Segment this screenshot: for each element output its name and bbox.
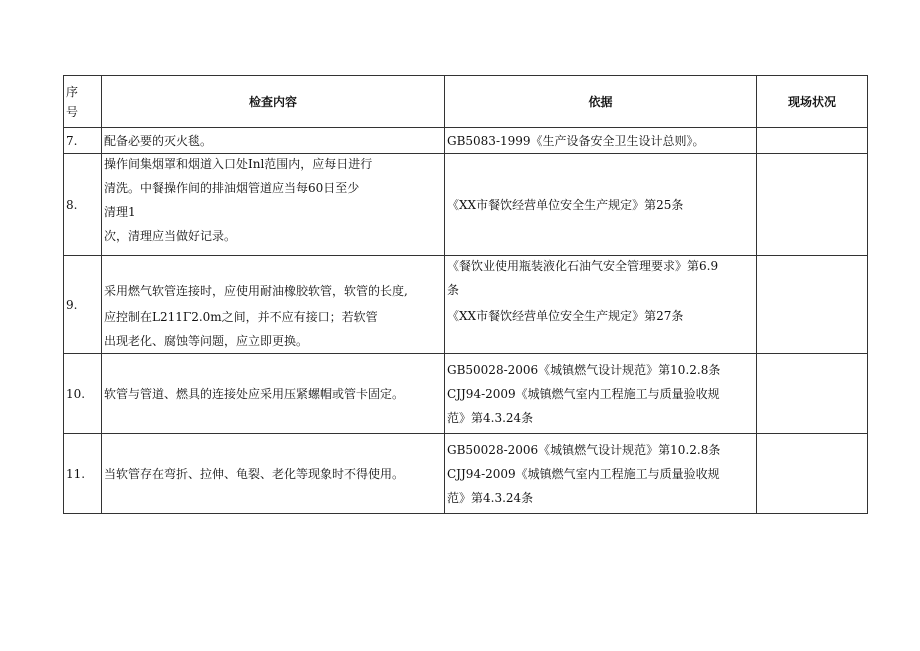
row-number: 10. xyxy=(64,354,102,434)
inspection-table xyxy=(63,75,868,514)
basis-reference: GB50028-2006《城镇燃气设计规范》第10.2.8条 CJJ94-2009《城镇燃气室内工程施工与质量验收规 范》第4.3.24条 xyxy=(445,434,757,514)
table-row xyxy=(64,128,868,154)
basis-reference: 《餐饮业使用瓶装液化石油气安全管理要求》第6.9 条 《XX市餐饮经营单位安全生产规定》第27条 xyxy=(445,256,757,354)
table-row xyxy=(64,354,868,434)
basis-reference: GB5083-1999《生产设备安全卫生设计总则》。 xyxy=(445,128,757,154)
header-site-status: 现场状况 xyxy=(757,76,868,128)
site-status-cell[interactable] xyxy=(757,256,868,354)
basis-reference: 《XX市餐饮经营单位安全生产规定》第25条 xyxy=(445,154,757,256)
site-status-cell[interactable] xyxy=(757,154,868,256)
row-number: 11. xyxy=(64,434,102,514)
header-serial-number: 序 号 xyxy=(64,76,102,128)
table-row xyxy=(64,256,868,354)
table-row xyxy=(64,434,868,514)
inspection-content: 配备必要的灭火毯。 xyxy=(102,128,445,154)
header-inspection-content: 检查内容 xyxy=(102,76,445,128)
table-row xyxy=(64,154,868,256)
site-status-cell[interactable] xyxy=(757,354,868,434)
inspection-content: 采用燃气软管连接时，应使用耐油橡胶软管，软管的长度, 应控制在L211Γ2.0m之间，并不应有接口；若软管 出现老化、腐蚀等问题，应立即更换。 xyxy=(102,256,445,354)
inspection-content: 操作间集烟罩和烟道入口处Inl范围内，应每日进行 清洗。中餐操作间的排油烟管道应当每60日至少 清理1 次，清理应当做好记录。 xyxy=(102,154,445,256)
row-number: 8. xyxy=(64,154,102,256)
row-number: 7. xyxy=(64,128,102,154)
site-status-cell[interactable] xyxy=(757,128,868,154)
inspection-content: 软管与管道、燃具的连接处应采用压紧螺帽或管卡固定。 xyxy=(102,354,445,434)
row-number: 9. xyxy=(64,256,102,354)
header-basis: 依据 xyxy=(445,76,757,128)
site-status-cell[interactable] xyxy=(757,434,868,514)
table-header-row xyxy=(64,76,868,128)
basis-reference: GB50028-2006《城镇燃气设计规范》第10.2.8条 CJJ94-2009《城镇燃气室内工程施工与质量验收规 范》第4.3.24条 xyxy=(445,354,757,434)
inspection-content: 当软管存在弯折、拉伸、龟裂、老化等现象时不得使用。 xyxy=(102,434,445,514)
